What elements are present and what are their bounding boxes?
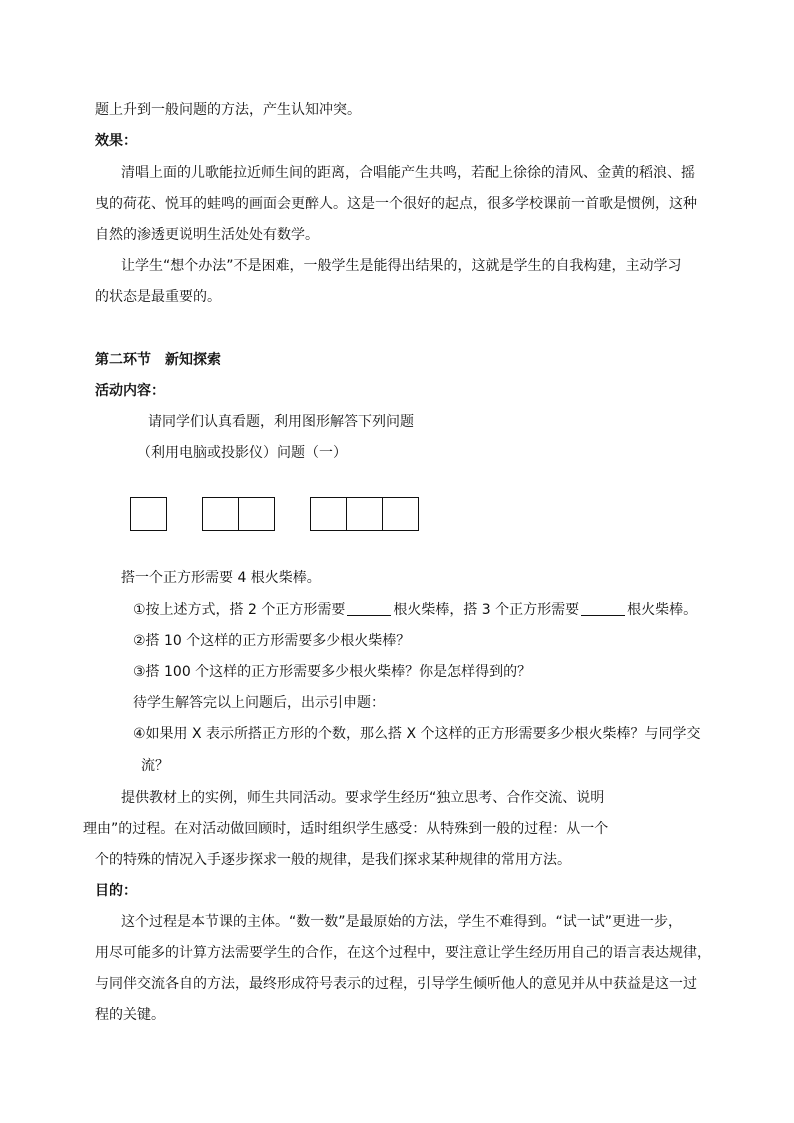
question-3: ③搭 100 个这样的正方形需要多少根火柴棒？你是怎样得到的？	[133, 664, 532, 680]
text-line: 这个过程是本节课的主体。“数一数”是最原始的方法，学生不难得到。“试一试”更进一步，	[121, 914, 683, 930]
text-line: 搭一个正方形需要 4 根火柴棒。	[121, 570, 321, 586]
text-line: 的状态是最重要的。	[95, 289, 221, 305]
square-box	[202, 497, 239, 531]
text-line: 请同学们认真看题，利用图形解答下列问题	[148, 414, 414, 430]
square-box	[346, 497, 383, 531]
text-line: 曳的荷花、悦耳的蛙鸣的画面会更醉人。这是一个很好的起点，很多学校课前一首歌是惯例，这种	[95, 196, 697, 212]
text-line: 与同伴交流各自的方法，最终形成符号表示的过程，引导学生倾听他人的意见并从中获益是这一过	[95, 976, 697, 992]
goal-heading: 目的：	[95, 883, 137, 899]
text-line: 清唱上面的儿歌能拉近师生间的距离，合唱能产生共鸣，若配上徐徐的清风、金黄的稻浪、摇	[121, 165, 695, 181]
text-line: 流？	[141, 758, 169, 774]
section-title: 第二环节 新知探索	[95, 352, 221, 368]
activity-heading: 活动内容：	[95, 383, 165, 399]
answer-blank	[347, 601, 391, 616]
text-line: 用尽可能多的计算方法需要学生的合作，在这个过程中，要注意让学生经历用自己的语言表达规律，	[95, 945, 711, 961]
text-line: 自然的渗透更说明生活处处有数学。	[95, 227, 319, 243]
square-box	[310, 497, 347, 531]
question-2: ②搭 10 个这样的正方形需要多少根火柴棒？	[133, 633, 411, 649]
answer-blank	[581, 601, 625, 616]
text-line: 题上升到一般问题的方法，产生认知冲突。	[95, 102, 361, 118]
text-line: （利用电脑或投影仪）问题（一）	[137, 445, 347, 461]
text-line: 理由”的过程。在对活动做回顾时，适时组织学生感受：从特殊到一般的过程：从一个	[83, 821, 609, 837]
text-line: 程的关键。	[95, 1007, 165, 1023]
question-1	[133, 600, 697, 620]
square-box	[238, 497, 275, 531]
text-line: 待学生解答完以上问题后，出示引申题：	[133, 695, 385, 711]
square-box	[382, 497, 419, 531]
text-line: 提供教材上的实例，师生共同活动。要求学生经历“独立思考、合作交流、说明	[121, 790, 605, 806]
effect-heading: 效果：	[95, 133, 137, 149]
text-line: 个的特殊的情况入手逐步探求一般的规律，是我们探求某种规律的常用方法。	[95, 852, 571, 868]
question-text: 根火柴棒。	[627, 602, 698, 618]
text-line: 让学生“想个办法”不是困难，一般学生是能得出结果的，这就是学生的自我构建，主动学习	[121, 258, 682, 274]
square-box	[130, 497, 167, 531]
question-text: ①按上述方式，搭 2 个正方形需要	[133, 602, 346, 618]
question-text: 根火柴棒，搭 3 个正方形需要	[393, 602, 580, 618]
question-4: ④如果用 X 表示所搭正方形的个数，那么搭 X 个这样的正方形需要多少根火柴棒？与同学交	[133, 726, 701, 742]
